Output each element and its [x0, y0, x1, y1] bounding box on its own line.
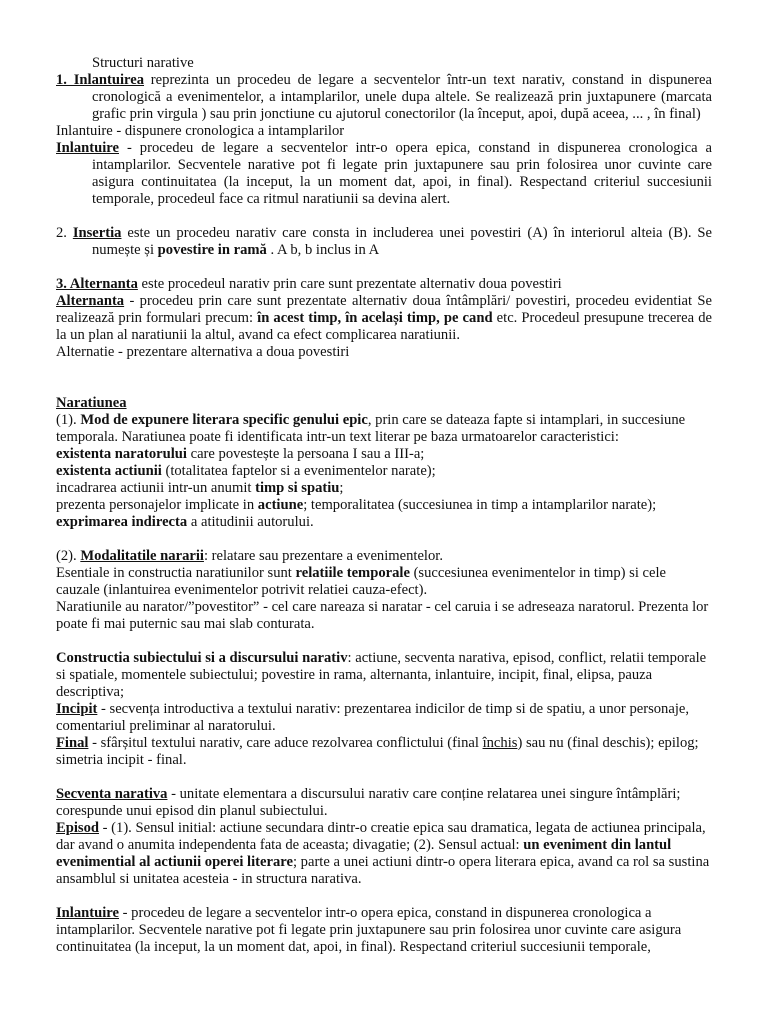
inlantuirea-paragraph: 1. Inlantuirea reprezinta un procedeu de legare a secventelor într-un text narativ, constand in dispunerea cronologică a evenimentelor, a intamplarilor, unele dupa altele. Se realizează prin juxtapunere (marcata grafic prin virgula ) sau prin jonctiune cu ajutorul conectorilor (la început, apoi, după aceea, ... , în final) [56, 72, 712, 122]
trait-actiune: existenta actiunii (totalitatea faptelor si a evenimentelor narate); [56, 463, 436, 479]
trait-exprimare: exprimarea indirecta a atitudinii autorului. [56, 514, 314, 530]
naratiunea-intro: (1). Mod de expunere literara specific genului epic, prin care se dateaza fapte si intamplari, in succesiune temporala. Naratiunea poate fi identificata intr-un text literar pe baza urmatoarelor caracteristici: [56, 412, 686, 445]
alternatie-summary: Alternatie - prezentare alternativa a doua povestiri [56, 344, 350, 360]
constructia-paragraph: Constructia subiectului si a discursului narativ: actiune, secventa narativa, episod, conflict, relatii temporale si spatiale, momentele subiectului; povestire in rama, alternanta, inlantuire, incipit, final, elipsa, pauza descriptiva; [56, 650, 707, 700]
secventa-paragraph: Secventa narativa - unitate elementara a discursului narativ care conține relatarea unei singure întâmplări; corespunde unui episod din planul subiectului. [56, 786, 681, 819]
document-title: Structuri narative [92, 55, 194, 71]
narator-paragraph: Naratiunile au narator/”povestitor” - cel care nareaza si naratar - cel caruia i se adreseaza naratorul. Prezenta lor poate fi mai puternic sau mai slab conturata. [56, 599, 709, 632]
inlantuire-final-paragraph: Inlantuire - procedeu de legare a secventelor intr-o opera epica, constand in dispunerea cronologica a intamplarilor. Secventele narative pot fi legate prin juxtapunere sau prin folosirea unor cuvinte care asigura continuitatea (la inceput, la un moment dat, apoi, in final). Respectand criteriul succesiunii temporale, [56, 905, 682, 955]
incipit-term: Incipit [56, 701, 98, 717]
insertia-term: Insertia [72, 225, 122, 241]
inlantuire-term: Inlantuire [56, 140, 119, 156]
incipit-paragraph: Incipit - secvența introductiva a textului narativ: prezentarea indicilor de timp si de spatiu, a unor personaje, comentariul preliminar al naratorului. [56, 701, 690, 734]
inlantuire-final-term: Inlantuire [56, 905, 119, 921]
episod-paragraph: Episod - (1). Sensul initial: actiune secundara dintr-o creatie epica sau dramatica, legata de actiunea principala, dar avand o anumita independenta fata de aceasta; divagatie; (2). Sensul actual: un eveniment din lantul evenimential al actiunii operei literare; parte a unei actiuni dintr-o opera literara epica, avand ca rol sa sustina ansamblul si unitatea acesteia - in structura narativa. [56, 820, 710, 887]
naratiunea-heading: Naratiunea [56, 395, 127, 411]
inlantuire-summary: Inlantuire - dispunere cronologica a intamplarilor [56, 123, 345, 139]
trait-personaje: prezenta personajelor implicate in actiune; temporalitatea (succesiunea in timp a intamplarilor narate); [56, 497, 657, 513]
inlantuirea-heading: 1. Inlantuirea [56, 72, 145, 88]
insertia-paragraph: 2. Insertia este un procedeu narativ care consta in includerea unei povestiri (A) în interiorul alteia (B). Se numește și povestire in ramă . A b, b inclus in A [56, 225, 712, 258]
episod-term: Episod [56, 820, 99, 836]
alternanta-definition: Alternanta - procedeu prin care sunt prezentate alternativ doua întâmplări/ povestiri, procedeu evidentiat Se realizează prin formulari precum: în acest timp, în același timp, pe cand etc. Procedeul presupune trecerea de la un plan al naratiunii la altul, avand ca efect complicarea naratiunii. [56, 293, 712, 343]
final-paragraph: Final - sfârșitul textului narativ, care aduce rezolvarea conflictului (final închis) sau nu (final deschis); epilog; simetria incipit - final. [56, 735, 699, 768]
alternanta-term: Alternanta [56, 293, 125, 309]
alternanta-heading: 3. Alternanta [56, 276, 138, 292]
alternanta-paragraph: 3. Alternanta este procedeul narativ prin care sunt prezentate alternativ doua povestiri [56, 276, 562, 292]
modalitati-paragraph: (2). Modalitatile nararii: relatare sau prezentare a evenimentelor. [56, 548, 443, 564]
final-term: Final [56, 735, 89, 751]
inlantuire-definition: Inlantuire - procedeu de legare a secventelor intr-o opera epica, constand in dispunerea cronologica a intamplarilor. Secventele narative pot fi legate prin juxtapunere sau prin folosirea unor cuvinte care asigura continuitatea (la inceput, la un moment dat, apoi, in final). Respectand criteriul succesiunii temporale, procedeul face ca ritmul naratiunii sa devina alert. [56, 140, 712, 207]
trait-narator: existenta naratorului care povestește la persoana I sau a III-a; [56, 446, 425, 462]
relatii-paragraph: Esentiale in constructia naratiunilor sunt relatiile temporale (succesiunea evenimentelor in timp) si cele cauzale (inlantuirea evenimentelor potrivit relatiei cauza-efect). [56, 565, 667, 598]
secventa-term: Secventa narativa [56, 786, 168, 802]
trait-timp-spatiu: incadrarea actiunii intr-un anumit timp si spatiu; [56, 480, 344, 496]
modalitati-term: Modalitatile nararii [80, 548, 204, 564]
